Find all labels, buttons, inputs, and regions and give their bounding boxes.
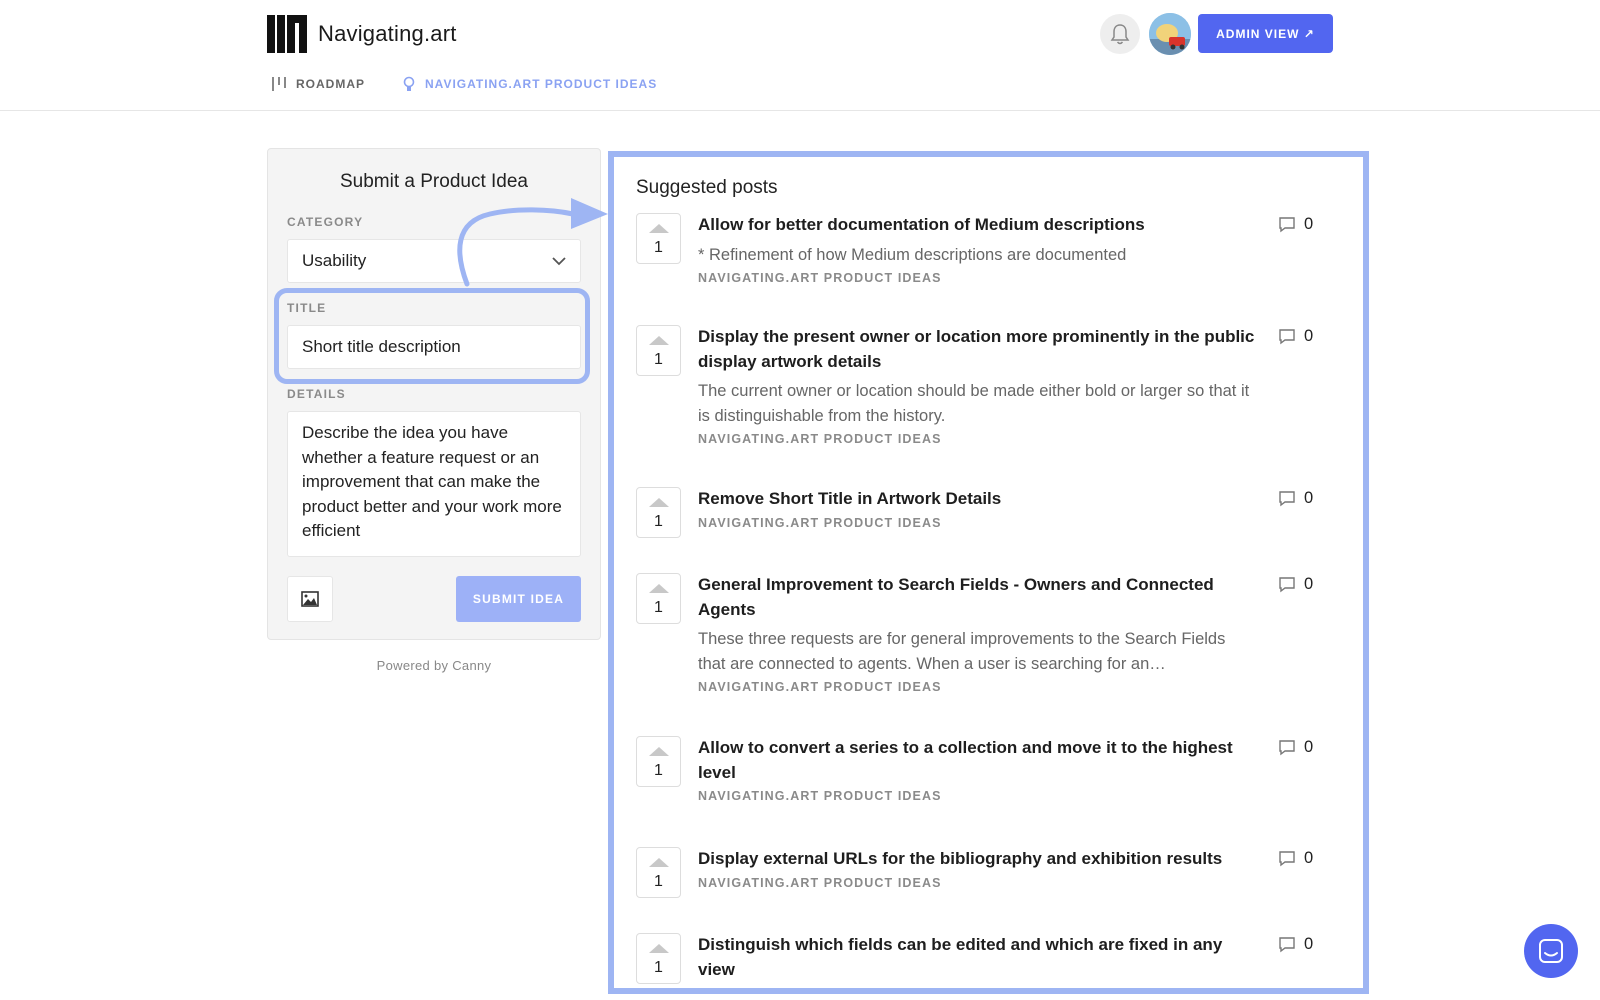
post-body	[698, 736, 1256, 803]
logo-icon	[267, 15, 307, 53]
comment-count	[1278, 215, 1313, 234]
app-name: Navigating.art	[318, 21, 457, 46]
post-title[interactable]: Allow to convert a series to a collection and move it to the highest level	[698, 738, 1233, 782]
post-title[interactable]: Display external URLs for the bibliography and exhibition results	[698, 849, 1223, 868]
category-select[interactable]	[287, 239, 581, 283]
post-description: * Refinement of how Medium descriptions are documented	[698, 245, 1127, 264]
upvote-button[interactable]	[636, 847, 681, 898]
vote-count: 1	[654, 959, 663, 976]
comment-count-value: 0	[1304, 935, 1314, 953]
image-icon	[301, 591, 319, 607]
vote-count: 1	[654, 873, 663, 890]
comment-icon	[1278, 490, 1296, 507]
chat-launcher-button[interactable]	[1524, 924, 1578, 978]
details-label: DETAILS	[287, 387, 346, 401]
comment-icon	[1278, 576, 1296, 593]
nav-product-ideas-label: NAVIGATING.ART PRODUCT IDEAS	[425, 77, 658, 91]
comment-icon	[1278, 850, 1296, 867]
attach-image-button[interactable]	[287, 576, 333, 622]
submit-idea-panel	[267, 148, 601, 640]
comment-count	[1278, 849, 1313, 868]
post-body	[698, 847, 1256, 890]
upvote-button[interactable]	[636, 933, 681, 984]
notifications-button[interactable]	[1100, 14, 1140, 54]
comment-icon	[1278, 328, 1296, 345]
chat-icon	[1538, 938, 1564, 964]
title-label: TITLE	[287, 301, 327, 315]
title-placeholder: Short title description	[302, 337, 461, 356]
post-board: NAVIGATING.ART PRODUCT IDEAS	[698, 432, 942, 446]
post-body	[698, 325, 1256, 446]
upvote-button[interactable]	[636, 325, 681, 376]
top-header	[0, 0, 1600, 111]
vote-count: 1	[654, 762, 663, 779]
upvote-button[interactable]	[636, 573, 681, 624]
upvote-icon	[649, 858, 669, 867]
nav-roadmap[interactable]	[272, 77, 365, 91]
upvote-icon	[649, 336, 669, 345]
lightbulb-icon	[403, 76, 415, 92]
upvote-button[interactable]	[636, 213, 681, 264]
comment-count-value: 0	[1304, 327, 1314, 345]
post-board: NAVIGATING.ART PRODUCT IDEAS	[698, 271, 942, 285]
post-body	[698, 213, 1256, 285]
post-board: NAVIGATING.ART PRODUCT IDEAS	[698, 515, 942, 530]
comment-count	[1278, 935, 1313, 954]
logo[interactable]	[267, 15, 457, 53]
post-title[interactable]: Remove Short Title in Artwork Details	[698, 489, 1002, 508]
post-title[interactable]: Display the present owner or location more prominently in the public display artwork details	[698, 327, 1255, 371]
post-body	[698, 573, 1256, 694]
comment-count	[1278, 575, 1313, 594]
nav-roadmap-label: ROADMAP	[296, 77, 365, 91]
post-description: The current owner or location should be made either bold or larger so that it is distinguishable from the history.	[698, 382, 1250, 425]
post-description: These three requests are for general improvements to the Search Fields that are connected to agents. When a user is searching for an…	[698, 630, 1226, 673]
chevron-down-icon	[551, 253, 567, 269]
main-nav	[272, 76, 695, 92]
post-body	[698, 933, 1256, 982]
bell-icon	[1110, 23, 1130, 45]
post-body	[698, 487, 1256, 530]
comment-count-value: 0	[1304, 849, 1314, 867]
avatar[interactable]	[1149, 13, 1191, 55]
post-title[interactable]: Distinguish which fields can be edited and which are fixed in any view	[698, 935, 1223, 979]
panel-title: Submit a Product Idea	[340, 171, 528, 192]
avatar-image	[1149, 13, 1191, 55]
nav-product-ideas[interactable]	[403, 76, 657, 92]
details-textarea[interactable]	[287, 411, 581, 557]
post-board: NAVIGATING.ART PRODUCT IDEAS	[698, 680, 942, 694]
comment-count	[1278, 738, 1313, 757]
comment-icon	[1278, 739, 1296, 756]
comment-count-value: 0	[1304, 738, 1314, 756]
upvote-icon	[649, 944, 669, 953]
comment-count	[1278, 489, 1313, 508]
powered-by-link[interactable]: Powered by Canny	[376, 658, 492, 673]
category-value: Usability	[302, 251, 367, 270]
vote-count: 1	[654, 513, 663, 530]
upvote-button[interactable]	[636, 487, 681, 538]
category-label: CATEGORY	[287, 215, 364, 229]
upvote-icon	[649, 498, 669, 507]
roadmap-icon	[272, 77, 286, 91]
post-board: NAVIGATING.ART PRODUCT IDEAS	[698, 875, 942, 890]
submit-idea-button[interactable]: SUBMIT IDEA	[456, 576, 581, 622]
vote-count: 1	[654, 599, 663, 616]
post-title[interactable]: General Improvement to Search Fields - Owners and Connected Agents	[698, 575, 1214, 619]
comment-icon	[1278, 936, 1296, 953]
post-board: NAVIGATING.ART PRODUCT IDEAS	[698, 789, 942, 803]
upvote-button[interactable]	[636, 736, 681, 787]
suggested-posts-panel	[608, 151, 1369, 994]
post-title[interactable]: Allow for better documentation of Medium descriptions	[698, 215, 1145, 234]
comment-count-value: 0	[1304, 489, 1314, 507]
title-input[interactable]	[287, 325, 581, 369]
vote-count: 1	[654, 351, 663, 368]
comment-count-value: 0	[1304, 575, 1314, 593]
admin-view-button[interactable]: ADMIN VIEW ↗	[1198, 14, 1333, 53]
comment-count-value: 0	[1304, 215, 1314, 233]
comment-count	[1278, 327, 1313, 346]
vote-count: 1	[654, 239, 663, 256]
upvote-icon	[649, 584, 669, 593]
suggested-posts-heading: Suggested posts	[636, 177, 778, 198]
upvote-icon	[649, 224, 669, 233]
comment-icon	[1278, 216, 1296, 233]
details-placeholder: Describe the idea you have whether a feature request or an improvement that can make the product better and your work more efficient	[302, 423, 562, 540]
upvote-icon	[649, 747, 669, 756]
